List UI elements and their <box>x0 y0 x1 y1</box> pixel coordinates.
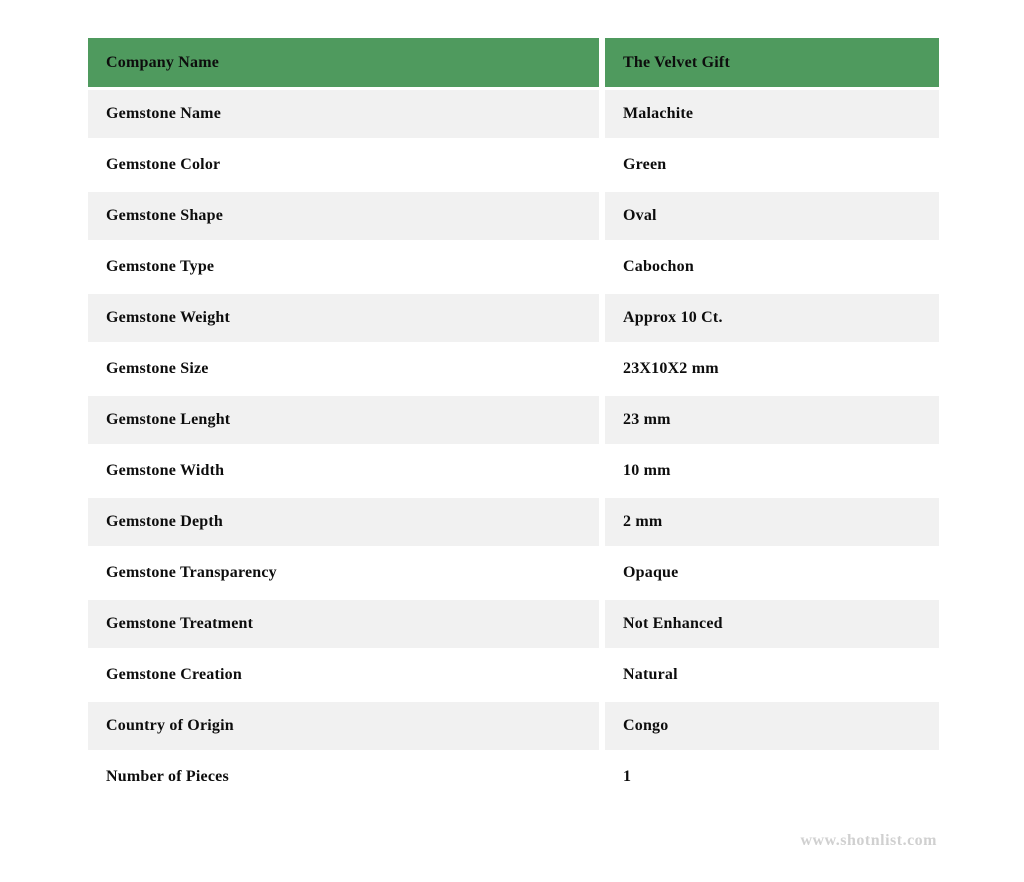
table-row <box>88 141 939 189</box>
table-row <box>88 447 939 495</box>
table-row <box>88 600 939 648</box>
table-row <box>88 345 939 393</box>
watermark: www.shotnlist.com <box>800 832 937 849</box>
field-label: Gemstone Weight <box>88 294 599 342</box>
field-value: Malachite <box>605 90 939 138</box>
field-label: Gemstone Depth <box>88 498 599 546</box>
field-label: Gemstone Treatment <box>88 600 599 648</box>
table-row <box>88 90 939 138</box>
field-value: 1 <box>605 753 939 801</box>
field-label: Gemstone Transparency <box>88 549 599 597</box>
field-label: Gemstone Type <box>88 243 599 291</box>
field-value: 23X10X2 mm <box>605 345 939 393</box>
table-row <box>88 498 939 546</box>
field-label: Gemstone Width <box>88 447 599 495</box>
gemstone-spec-table <box>88 38 939 804</box>
field-value: Natural <box>605 651 939 699</box>
table-header-row <box>88 38 939 87</box>
field-label: Gemstone Shape <box>88 192 599 240</box>
field-label: Gemstone Size <box>88 345 599 393</box>
header-value: The Velvet Gift <box>605 38 939 87</box>
header-label: Company Name <box>88 38 599 87</box>
field-label: Country of Origin <box>88 702 599 750</box>
field-value: Congo <box>605 702 939 750</box>
table-row <box>88 294 939 342</box>
field-value: Oval <box>605 192 939 240</box>
table-row <box>88 702 939 750</box>
field-label: Number of Pieces <box>88 753 599 801</box>
table-row <box>88 396 939 444</box>
table-row <box>88 549 939 597</box>
field-value: 23 mm <box>605 396 939 444</box>
field-value: Green <box>605 141 939 189</box>
table-row <box>88 753 939 801</box>
field-label: Gemstone Name <box>88 90 599 138</box>
table-row <box>88 651 939 699</box>
field-value: Opaque <box>605 549 939 597</box>
field-label: Gemstone Lenght <box>88 396 599 444</box>
table-body <box>88 90 939 801</box>
table-row <box>88 243 939 291</box>
field-value: Cabochon <box>605 243 939 291</box>
table-row <box>88 192 939 240</box>
field-value: 10 mm <box>605 447 939 495</box>
field-value: Approx 10 Ct. <box>605 294 939 342</box>
field-label: Gemstone Color <box>88 141 599 189</box>
field-value: 2 mm <box>605 498 939 546</box>
field-label: Gemstone Creation <box>88 651 599 699</box>
field-value: Not Enhanced <box>605 600 939 648</box>
